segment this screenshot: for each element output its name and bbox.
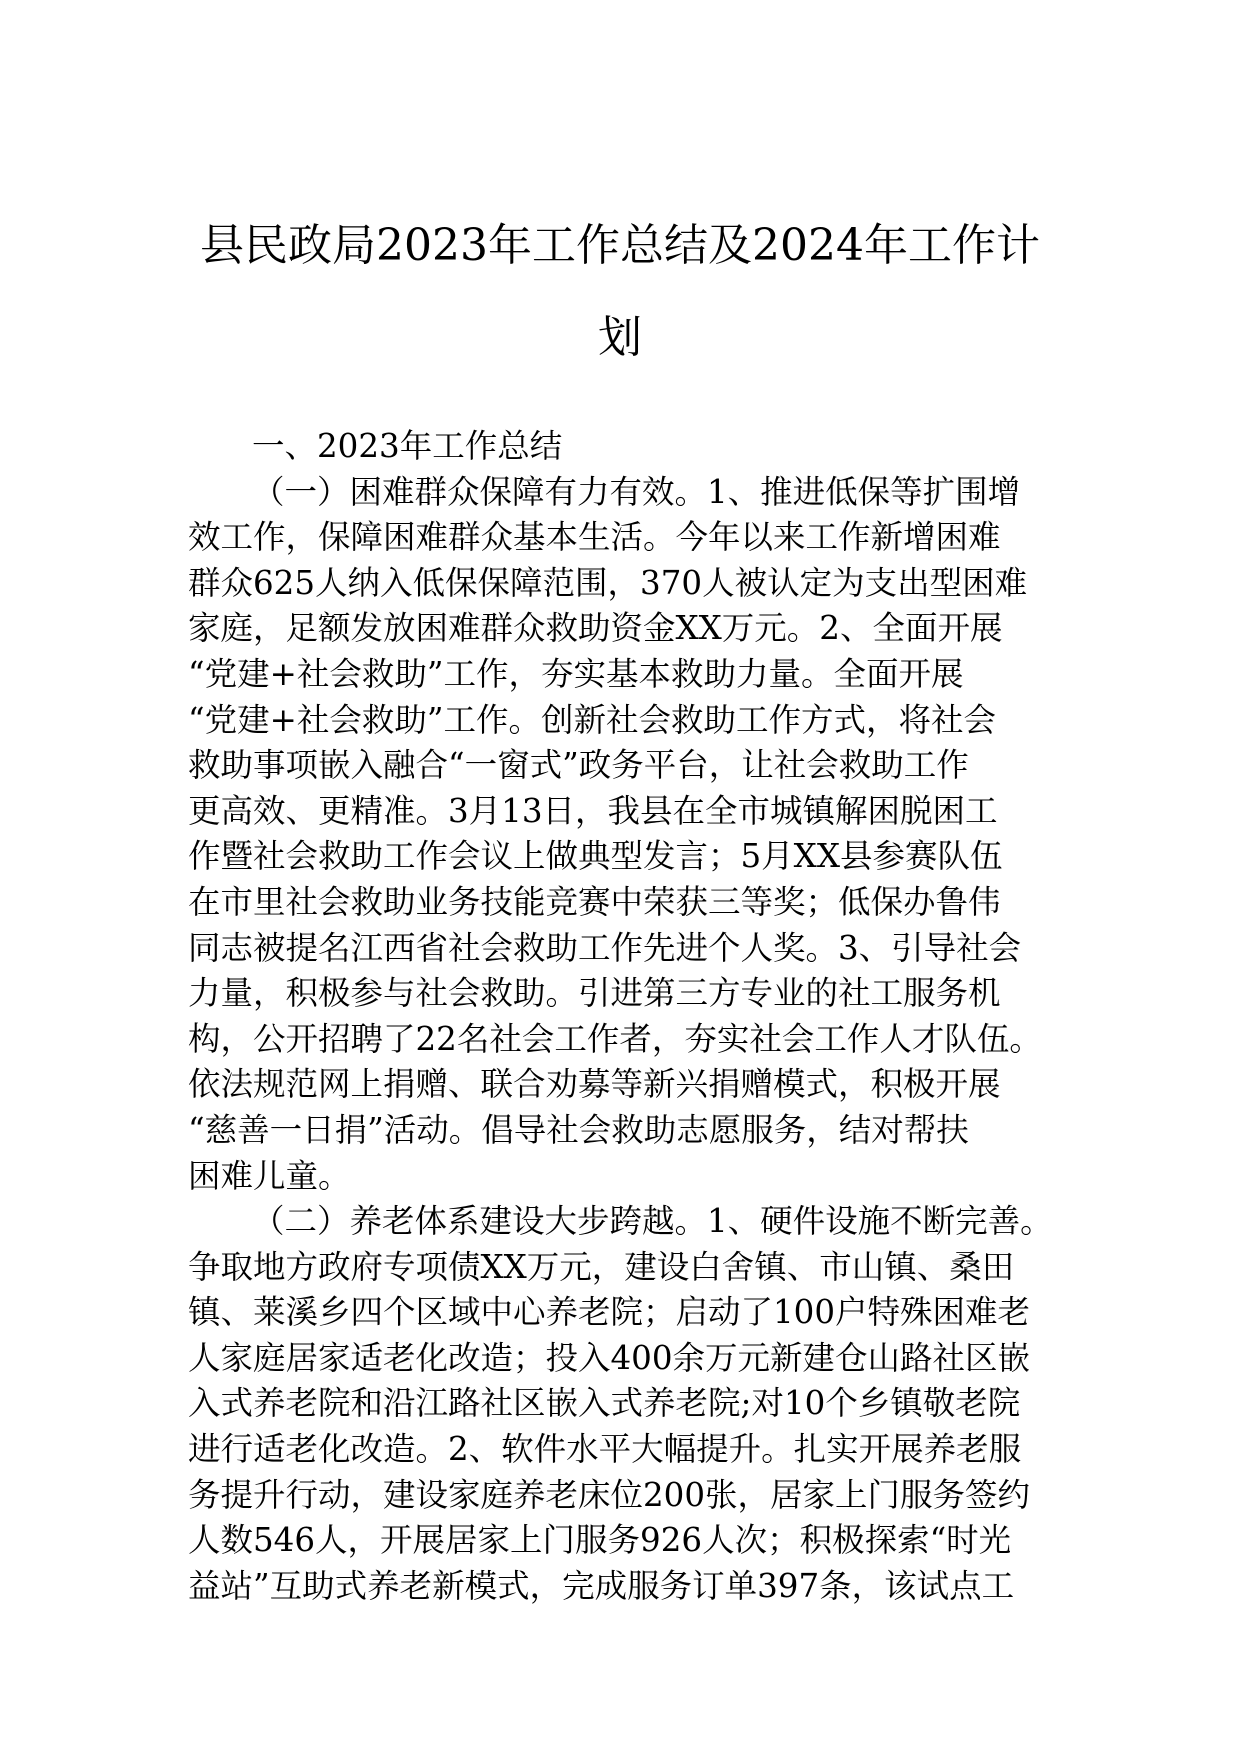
body-line: 争取地方政府专项债XX万元，建设白舍镇、市山镇、桑田 <box>188 1247 1015 1286</box>
body-line: 作暨社会救助工作会议上做典型发言；5月XX县参赛队伍 <box>188 837 1003 876</box>
body-line: “慈善一日捐”活动。倡导社会救助志愿服务，结对帮扶 <box>188 1110 969 1149</box>
body-line: 救助事项嵌入融合“一窗式”政务平台，让社会救助工作 <box>188 746 969 785</box>
document-title <box>150 200 1090 384</box>
body-line: 进行适老化改造。2、软件水平大幅提升。扎实开展养老服 <box>188 1430 1022 1469</box>
body-line: 入式养老院和沿江路社区嵌入式养老院;对10个乡镇敬老院 <box>188 1384 1021 1423</box>
title-line-1: 县民政局2023年工作总结及2024年工作计 <box>200 220 1040 271</box>
body-line: 镇、莱溪乡四个区域中心养老院；启动了100户特殊困难老 <box>188 1293 1031 1332</box>
body-line: 构，公开招聘了22名社会工作者，夯实社会工作人才队伍。 <box>188 1019 1042 1058</box>
body-line: （一）困难群众保障有力有效。1、推进低保等扩围增 <box>252 472 1021 511</box>
body-line: “党建+社会救助”工作，夯实基本救助力量。全面开展 <box>188 654 964 693</box>
body-line: 务提升行动，建设家庭养老床位200张，居家上门服务签约 <box>188 1475 1031 1514</box>
body-line: 人数546人，开展居家上门服务926人次；积极探索“时光 <box>188 1521 1012 1560</box>
body-line: 同志被提名江西省社会救助工作先进个人奖。3、引导社会 <box>188 928 1022 967</box>
document-body <box>188 424 1064 1609</box>
body-line: 家庭，足额发放困难群众救助资金XX万元。2、全面开展 <box>188 609 1003 648</box>
body-line: （二）养老体系建设大步跨越。1、硬件设施不断完善。 <box>252 1202 1053 1241</box>
body-line: “党建+社会救助”工作。创新社会救助工作方式，将社会 <box>188 700 996 739</box>
body-line: 依法规范网上捐赠、联合劝募等新兴捐赠模式，积极开展 <box>188 1065 1001 1104</box>
title-line-2: 划 <box>598 312 642 363</box>
body-line: 更高效、更精准。3月13日，我县在全市城镇解困脱困工 <box>188 791 998 830</box>
body-line: 益站”互助式养老新模式，完成服务订单397条，该试点工 <box>188 1566 1015 1605</box>
body-line: 效工作，保障困难群众基本生活。今年以来工作新增困难 <box>188 518 1001 557</box>
body-line: 在市里社会救助业务技能竞赛中荣获三等奖；低保办鲁伟 <box>188 882 1001 921</box>
body-line: 一、2023年工作总结 <box>252 427 563 465</box>
body-line: 困难儿童。 <box>188 1156 351 1195</box>
body-line: 群众625人纳入低保保障范围，370人被认定为支出型困难 <box>188 563 1028 602</box>
body-line: 力量，积极参与社会救助。引进第三方专业的社工服务机 <box>188 974 1001 1013</box>
body-line: 人家庭居家适老化改造；投入400余万元新建仓山路社区嵌 <box>188 1338 1031 1377</box>
